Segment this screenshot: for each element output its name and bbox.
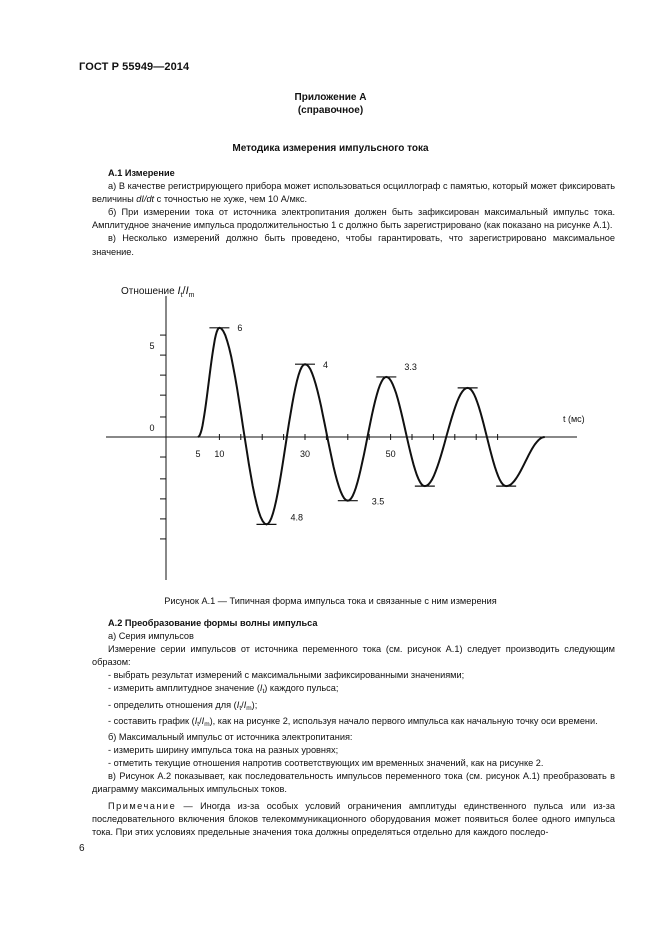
x-tick-label: 30: [299, 449, 311, 459]
list-item: - измерить амплитудное значение $(I_t)$ каждого пульса;: [108, 683, 339, 696]
list-item: - отметить текущие отношения напротив соответствующих им временных значений, как на рисунке 2.: [108, 757, 544, 768]
x-axis-label: t (мс): [563, 414, 585, 424]
list-item: - определить отношения для $(I_t/I_m)$;: [108, 699, 258, 712]
x-tick-label: 10: [214, 449, 225, 459]
subsection-c-text: в) Рисунок А.2 показывает, как последовательность импульсов переменного тока (см. рисунок А.1) преобразовать в диаграмму максимальных импульсных токов.: [92, 771, 615, 795]
section-a2: [92, 617, 615, 840]
page-title: Методика измерения импульсного тока: [232, 143, 429, 154]
note-label: Примечание: [108, 801, 177, 812]
appendix-label: Приложение А: [294, 92, 367, 103]
peak-value-label: 4.8: [290, 512, 303, 523]
subsection-b-title: б) Максимальный импульс от источника электропитания:: [108, 731, 353, 742]
y-tick-label: 5: [149, 341, 155, 351]
figure-caption: Рисунок А.1 — Типичная форма импульса тока и связанные с ним измерения: [164, 596, 497, 606]
peak-value-label: 3.3: [404, 361, 417, 372]
appendix-heading: [0, 91, 661, 117]
subsection-a-text: Измерение серии импульсов от источника переменного тока (см. рисунок А.1) следует производить следующим образом:: [92, 644, 615, 668]
pulse-waveform-line: [198, 328, 545, 525]
list-item: - выбрать результат измерений с максимальными зафиксированными значениями;: [108, 670, 465, 681]
section-a1-heading: А.1 Измерение: [108, 168, 175, 178]
subsection-a-title: а) Серия импульсов: [108, 631, 194, 642]
x-tick-label: 5: [195, 449, 201, 459]
x-tick-label: 50: [385, 449, 396, 459]
peak-value-label: 3.5: [371, 496, 385, 507]
figure-a1-chart: [0, 270, 661, 590]
y-tick-label: 0: [149, 423, 155, 433]
section-a1: [92, 167, 615, 259]
note-paragraph: Примечание — Иногда из-за особых условий ограничения амплитуды единственного пульса или из-за последовательного включения блоков телекоммуникационного оборудования может появиться более одного импульса тока. При этих условиях предельные значения тока должны определяться отдельно для каждого последо-: [92, 801, 615, 838]
document-code: ГОСТ Р 55949—2014: [79, 61, 190, 73]
list-item: - измерить ширину импульса тока на разных уровнях;: [108, 744, 339, 755]
peak-value-label: 6: [237, 322, 243, 333]
section-a2-heading: А.2 Преобразование формы волны импульса: [108, 618, 318, 628]
section-a1-paragraph-a: а) В качестве регистрирующего прибора может использоваться осциллограф с памятью, который может фиксировать величины dI/dt с точностью не хуже, чем 10 А/мкс.: [92, 181, 615, 205]
appendix-type: (справочное): [297, 105, 364, 116]
section-a1-paragraph-c: в) Несколько измерений должно быть проведено, чтобы гарантировать, что зарегистрировано максимальное значение.: [92, 233, 615, 257]
y-axis-label: Отношение $I_t/I_m$: [121, 285, 195, 299]
page-number: 6: [79, 843, 85, 854]
section-a1-paragraph-b: б) При измерении тока от источника электропитания должен быть зафиксирован максимальный импульс тока. Амплитудное значение импульса продолжительностью 1 с должно быть зарегистрировано (как показано на рисунке А.1).: [92, 207, 615, 231]
peak-value-label: 4: [323, 360, 329, 371]
list-item: - составить график $(I_t/I_m)$, как на рисунке 2, используя начало первого импульса как начальную точку оси времени.: [108, 715, 598, 728]
